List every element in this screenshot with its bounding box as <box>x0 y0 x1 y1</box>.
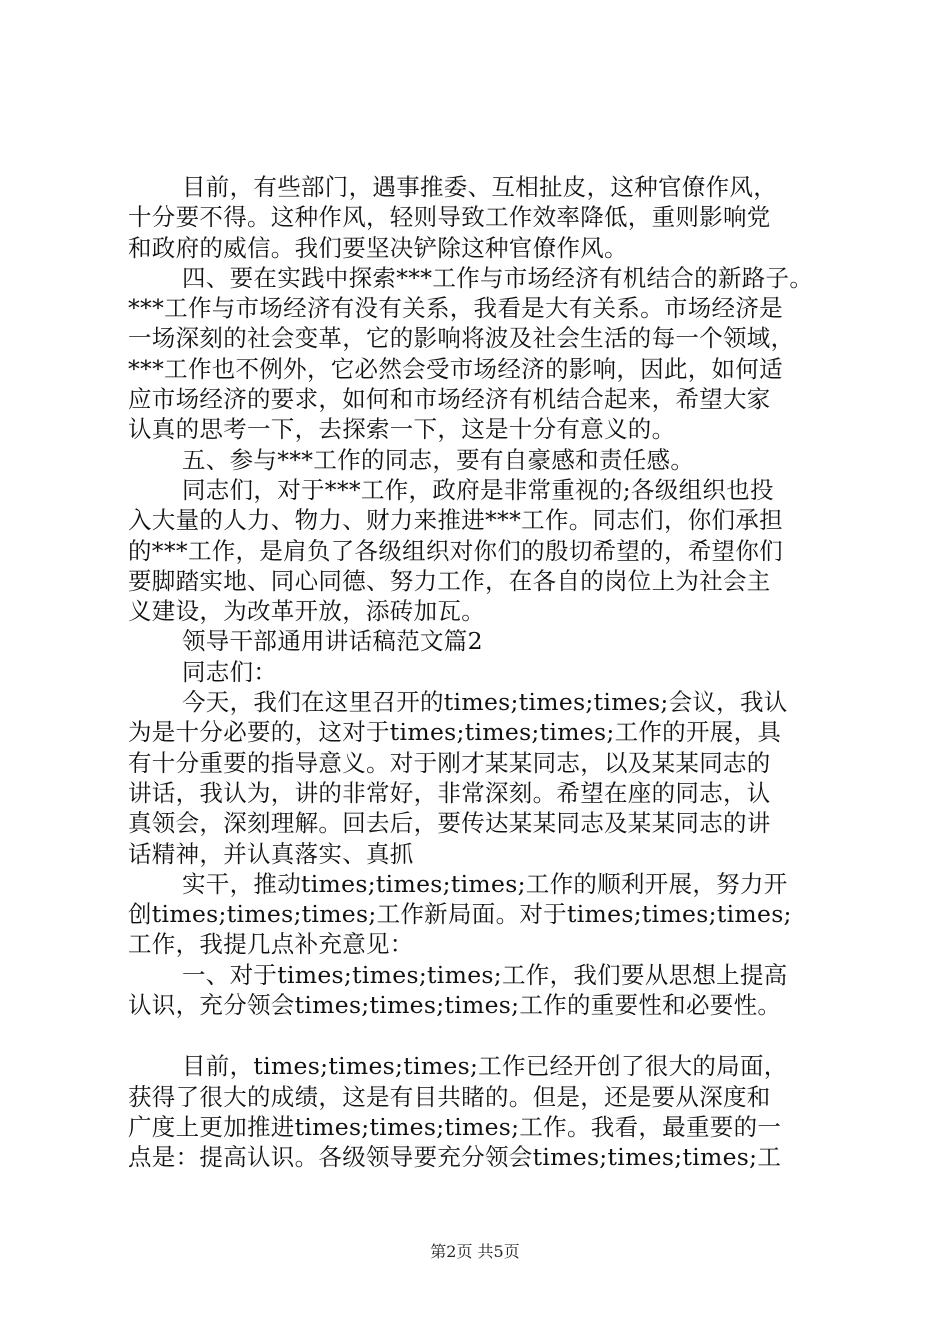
text-line: 讲话，我认为，讲的非常好，非常深刻。希望在座的同志，认 <box>128 778 771 807</box>
text-line: 有十分重要的指导意义。对于刚才某某同志，以及某某同志的 <box>128 748 771 777</box>
text-line: ***工作与市场经济有没有关系，我看是大有关系。市场经济是 <box>128 294 783 323</box>
salutation: 同志们： <box>182 657 278 686</box>
text-line: 广度上更加推进times;times;times;工作。我看，最重要的一 <box>128 1112 782 1141</box>
section-heading: 领导干部通用讲话稿范文篇2 <box>182 627 483 656</box>
text-line: 义建设，为改革开放，添砖加瓦。 <box>128 597 485 626</box>
text-line: 入大量的人力、物力、财力来推进***工作。同志们，你们承担 <box>128 506 783 535</box>
text-line: 五、参与***工作的同志，要有自豪感和责任感。 <box>182 445 695 474</box>
page-number-footer: 第2页 共5页 <box>430 1242 520 1261</box>
text-line: 四、要在实践中探索***工作与市场经济有机结合的新路子。 <box>182 263 814 292</box>
text-line: 真领会，深刻理解。回去后，要传达某某同志及某某同志的讲 <box>128 809 771 838</box>
text-line: 创times;times;times;工作新局面。对于times;times;times; <box>128 900 792 929</box>
text-line: 一场深刻的社会变革，它的影响将波及社会生活的每一个领域， <box>128 324 795 353</box>
text-line: 获得了很大的成绩，这是有目共睹的。但是，还是要从深度和 <box>128 1082 771 1111</box>
document-body <box>128 172 836 1173</box>
text-line: 一、对于times;times;times;工作，我们要从思想上提高 <box>182 960 788 989</box>
text-line: 应市场经济的要求，如何和市场经济有机结合起来，希望大家 <box>128 385 771 414</box>
text-line: ***工作也不例外，它必然会受市场经济的影响，因此，如何适 <box>128 354 783 383</box>
text-line: 点是：提高认识。各级领导要充分领会times;times;times;工 <box>128 1143 782 1172</box>
text-line: 要脚踏实地、同心同德、努力工作，在各自的岗位上为社会主 <box>128 566 771 595</box>
text-line: 认真的思考一下，去探索一下，这是十分有意义的。 <box>128 415 676 444</box>
text-line: 为是十分必要的，这对于times;times;times;工作的开展，具 <box>128 718 782 747</box>
text-line: 实干，推动times;times;times;工作的顺利开展，努力开 <box>182 869 788 898</box>
text-line: 同志们，对于***工作，政府是非常重视的;各级组织也投 <box>182 475 774 504</box>
text-line: 十分要不得。这种作风，轻则导致工作效率降低，重则影响党 <box>128 203 771 232</box>
text-line: 认识，充分领会times;times;times;工作的重要性和必要性。 <box>128 991 782 1020</box>
paragraph-gap <box>128 1020 836 1051</box>
text-line: 工作，我提几点补充意见： <box>128 930 414 959</box>
text-line: 和政府的威信。我们要坚决铲除这种官僚作风。 <box>128 233 628 262</box>
text-line: 目前，times;times;times;工作已经开创了很大的局面， <box>182 1052 788 1081</box>
text-line: 的***工作，是肩负了各级组织对你们的殷切希望的，希望你们 <box>128 536 783 565</box>
text-line: 目前，有些部门，遇事推委、互相扯皮，这种官僚作风， <box>182 173 777 201</box>
text-line: 今天，我们在这里召开的times;times;times;会议，我认 <box>182 688 788 717</box>
text-line: 话精神，并认真落实、真抓 <box>128 839 414 868</box>
